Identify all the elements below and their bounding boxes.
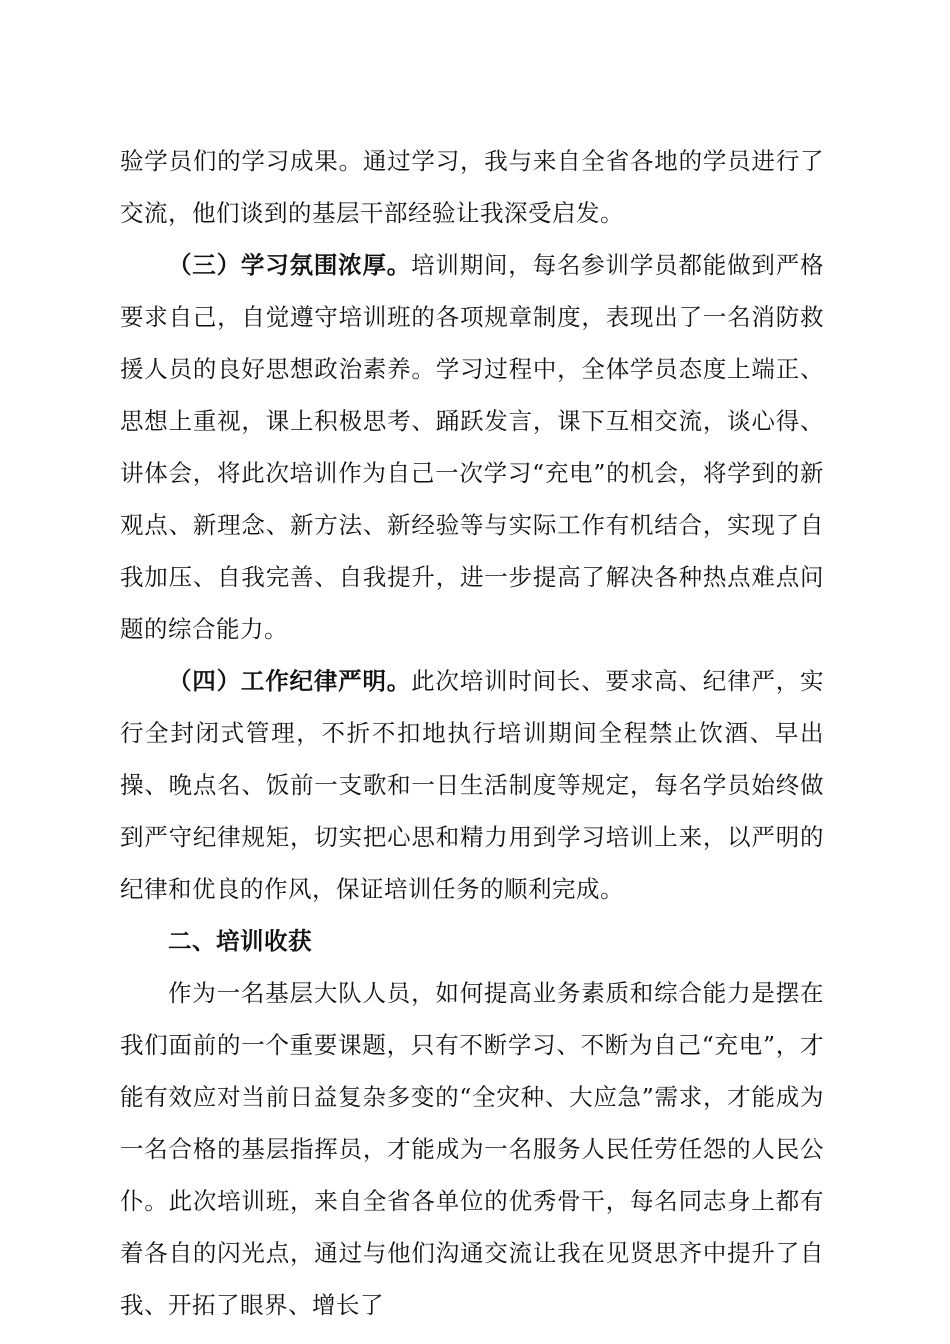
paragraph-lead-heading: （三）学习氛围浓厚。 [168, 251, 412, 279]
paragraph-continuation [120, 135, 824, 239]
paragraph-work-discipline [120, 655, 824, 915]
section-heading: 二、培训收获 [168, 927, 312, 955]
paragraph-training-gains [120, 967, 824, 1331]
paragraph-text: 作为一名基层大队人员，如何提高业务素质和综合能力是摆在我们面前的一个重要课题，只有不断学习、不断为自己“充电”，才能有效应对当前日益复杂多变的“全灾种、大应急”需求，才能成为一名合格的基层指挥员，才能成为一名服务人民任劳任怨的人民公仆。此次培训班，来自全省各单位的优秀骨干，每名同志身上都有着各自的闪光点，通过与他们沟通交流让我在见贤思齐中提升了自我、开拓了眼界、增长了 [120, 979, 824, 1319]
paragraph-text: 培训期间，每名参训学员都能做到严格要求自己，自觉遵守培训班的各项规章制度，表现出了一名消防救援人员的良好思想政治素养。学习过程中，全体学员态度上端正、思想上重视，课上积极思考、踊跃发言，课下互相交流，谈心得、讲体会，将此次培训作为自己一次学习“充电”的机会，将学到的新观点、新理念、新方法、新经验等与实际工作有机结合，实现了自我加压、自我完善、自我提升，进一步提高了解决各种热点难点问题的综合能力。 [120, 251, 825, 643]
paragraph-text: 此次培训时间长、要求高、纪律严，实行全封闭式管理，不折不扣地执行培训期间全程禁止饮酒、早出操、晚点名、饭前一支歌和一日生活制度等规定，每名学员始终做到严守纪律规矩，切实把心思和精力用到学习培训上来，以严明的纪律和优良的作风，保证培训任务的顺利完成。 [120, 667, 825, 903]
document-page [120, 135, 824, 1331]
paragraph-study-atmosphere [120, 239, 824, 655]
paragraph-lead-heading: （四）工作纪律严明。 [168, 667, 412, 695]
paragraph-text: 验学员们的学习成果。通过学习，我与来自全省各地的学员进行了交流，他们谈到的基层干部经验让我深受启发。 [120, 147, 824, 227]
